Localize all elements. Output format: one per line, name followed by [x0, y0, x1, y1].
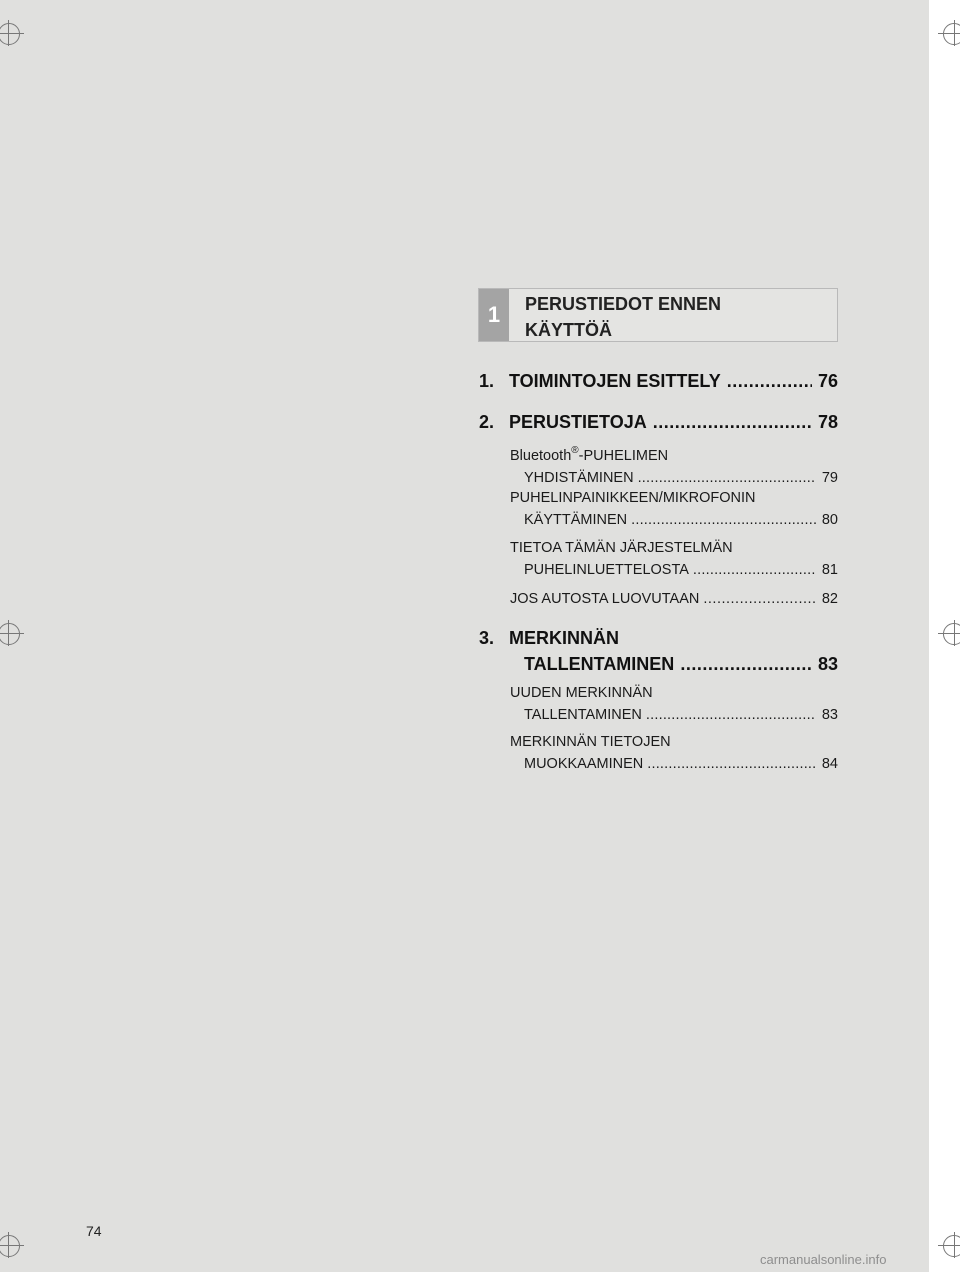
section-title-line2: KÄYTTÖÄ [525, 320, 612, 340]
toc-subentry-phonebook[interactable] [510, 537, 838, 581]
toc-subentry-page: 81 [821, 562, 838, 578]
toc-subentry-page: 82 [821, 591, 838, 607]
toc-entry-title: TOIMINTOJEN ESITTELY [509, 371, 721, 391]
toc-entry-number: 1. [479, 371, 495, 391]
toc-subentry-title-line2: MUOKKAAMINEN [524, 756, 644, 772]
toc-subentry-title-post: -PUHELIMEN [578, 448, 669, 464]
toc-subentry-page: 84 [821, 756, 838, 772]
toc-subentry-new-memo[interactable] [510, 682, 838, 726]
toc-entry-3[interactable] [479, 626, 838, 678]
toc-entry-page: 76 [817, 371, 838, 391]
toc-subentry-title-line2: PUHELINLUETTELOSTA [524, 562, 689, 578]
section-header [478, 288, 838, 342]
toc-entry-title: PERUSTIETOJA [509, 412, 647, 432]
toc-subentry-page: 80 [821, 512, 838, 528]
toc-entry-number: 2. [479, 412, 495, 432]
section-title [525, 291, 825, 343]
toc-subentry-title-line1: MERKINNÄN TIETOJEN [510, 734, 671, 750]
toc-subentry-title-line1: UUDEN MERKINNÄN [510, 685, 653, 701]
toc-subentry-edit-memo[interactable] [510, 731, 838, 775]
page-number: 74 [86, 1223, 102, 1239]
toc-subentry-title-line2: KÄYTTÄMINEN [524, 512, 628, 528]
section-title-line1: PERUSTIEDOT ENNEN [525, 294, 722, 314]
toc-subentry-title-line1: TIETOA TÄMÄN JÄRJESTELMÄN [510, 540, 733, 556]
section-number-badge: 1 [479, 289, 509, 341]
toc-entry-page: 78 [817, 412, 838, 432]
toc-subentry-car-handover[interactable] [510, 588, 838, 610]
registered-mark: ® [571, 445, 579, 456]
watermark: carmanualsonline.info [760, 1252, 887, 1267]
toc-subentry-microphone[interactable] [510, 487, 838, 531]
toc-entry-number: 3. [479, 628, 495, 648]
toc-subentry-title-line2: YHDISTÄMINEN [524, 470, 634, 486]
toc-subentry-page: 83 [821, 707, 838, 723]
toc-subentry-title-line1: PUHELINPAINIKKEEN/MIKROFONIN [510, 490, 756, 506]
toc-subentry-title-line2: TALLENTAMINEN [524, 707, 642, 723]
toc-subentry-page: 79 [821, 470, 838, 486]
toc-subentry-title: JOS AUTOSTA LUOVUTAAN [510, 591, 700, 607]
toc-entry-title-line1: MERKINNÄN [509, 628, 619, 648]
toc-subentry-title-pre: Bluetooth [510, 448, 572, 464]
toc-entry-title-line2: TALLENTAMINEN [524, 654, 675, 674]
toc-subentry-bluetooth[interactable] [510, 440, 838, 489]
toc-entry-page: 83 [817, 654, 838, 674]
